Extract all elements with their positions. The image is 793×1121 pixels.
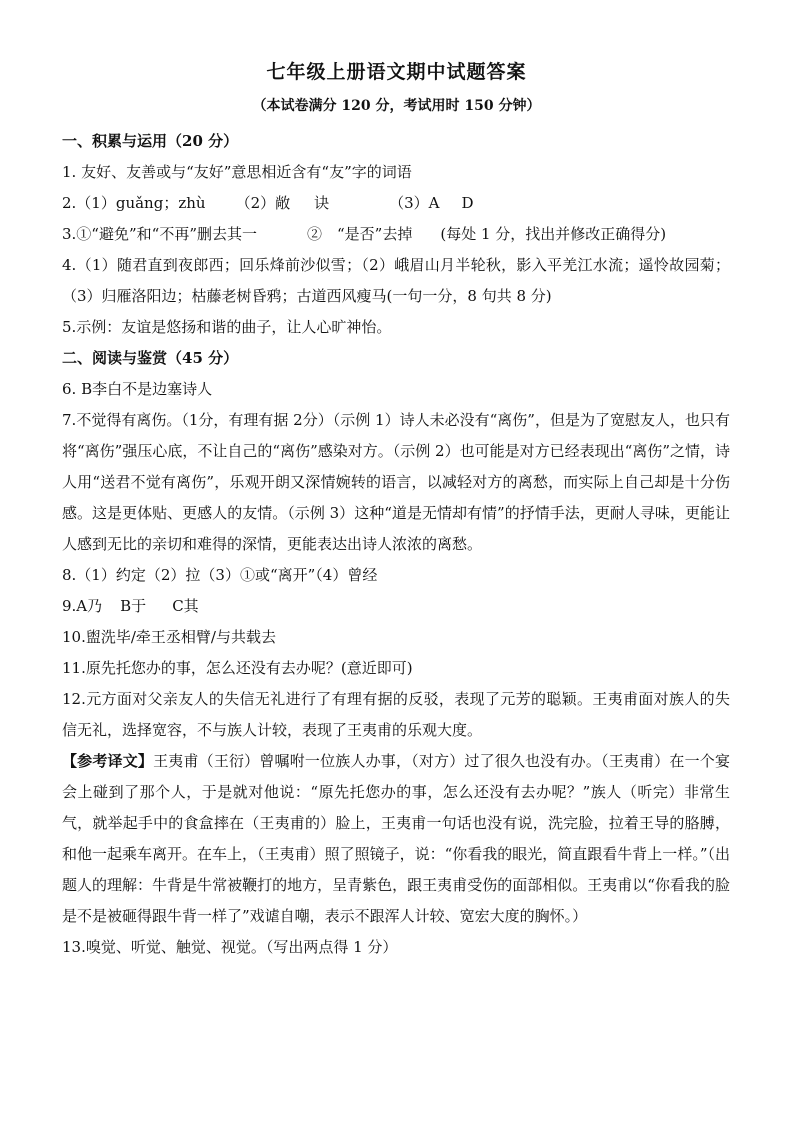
answer-q3-note: (每处 1 分，找出并修改正确得分) <box>440 225 667 243</box>
answer-q2-part4: （3）A <box>389 194 440 212</box>
answer-q3-part1: 3.①“避免”和“不再”删去其一 <box>62 225 257 243</box>
section-heading-accumulation: 一、积累与运用（20 分） <box>62 132 239 150</box>
answer-q13: 13.嗅觉、听觉、触觉、视觉。（写出两点得 1 分） <box>62 938 398 956</box>
answer-q3 <box>62 219 730 250</box>
document-subtitle: （本试卷满分 120 分，考试用时 150 分钟） <box>252 98 541 114</box>
answer-q4: 4.（1）随君直到夜郎西；回乐烽前沙似雪；（2）峨眉山月半轮秋，影入平羌江水流；遥怜故园菊；（3）归雁洛阳边；枯藤老树昏鸦；古道西风瘦马(一句一分，8 句共 8 分) <box>62 256 730 305</box>
answer-q9 <box>62 591 730 622</box>
answer-q9-b: B于 <box>120 597 147 615</box>
reference-translation-tag: 【参考译文】 <box>62 752 154 770</box>
answer-body <box>62 126 730 963</box>
answer-q2-part3: 诀 <box>314 194 330 212</box>
answer-q7: 7.不觉得有离伤。（1分，有理有据 2分）（示例 1）诗人未必没有“离伤”，但是为了宽慰友人，也只有将“离伤”强压心底，不让自己的“离伤”感染对方。（示例 2）也可能是对方已经表现出“离伤”之情，诗人用“送君不觉有离伤”，乐观开朗又深情婉转的语言，以减轻对方的离愁，而实际上自己却是十分伤感。这是更体贴、更感人的友情。（示例 3）这种“道是无情却有情”的抒情手法，更耐人寻味，更能让人感到无比的亲切和难得的深情，更能表达出诗人浓浓的离愁。 <box>62 411 730 553</box>
answer-q10: 10.盥洗毕/牵王丞相臂/与共载去 <box>62 628 276 646</box>
answer-q2-part1: 2.（1）guǎng；zhù <box>62 194 206 212</box>
answer-q9-a: 9.A乃 <box>62 597 103 615</box>
answer-q6: 6. B李白不是边塞诗人 <box>62 380 213 398</box>
answer-q2-part5: D <box>461 194 474 212</box>
answer-q3-part2: ② “是否”去掉 <box>307 225 413 243</box>
answer-q12: 12.元方面对父亲友人的失信无礼进行了有理有据的反驳，表现了元芳的聪颖。王夷甫面对族人的失信无礼，选择宽容，不与族人计较，表现了王夷甫的乐观大度。 <box>62 690 730 739</box>
reference-translation-text: 王夷甫（王衍）曾嘱咐一位族人办事，（对方）过了很久也没有办。（王夷甫）在一个宴会上碰到了那个人，于是就对他说：“原先托您办的事，怎么还没有去办呢？”族人（听完）非常生气，就举起手中的食盒摔在（王夷甫的）脸上，王夷甫一句话也没有说，洗完脸，拉着王导的胳膊，和他一起乘车离开。在车上，（王夷甫）照了照镜子，说：“你看我的眼光，简直跟看牛背上一样。”（出题人的理解：牛背是牛常被鞭打的地方，呈青紫色，跟王夷甫受伤的面部相似。王夷甫以“你看我的脸是不是被砸得跟牛背一样了”戏谑自嘲，表示不跟浑人计较、宽宏大度的胸怀。） <box>62 752 730 925</box>
answer-q9-c: C其 <box>172 597 199 615</box>
answer-q5: 5.示例：友谊是悠扬和谐的曲子，让人心旷神怡。 <box>62 318 392 336</box>
answer-q11: 11.原先托您办的事，怎么还没有去办呢？(意近即可) <box>62 659 413 677</box>
answer-q2-part2: （2）敞 <box>235 194 291 212</box>
reference-translation <box>62 746 730 932</box>
answer-q8: 8.（1）约定（2）拉（3）①或“离开”（4）曾经 <box>62 566 378 584</box>
answer-q1: 1. 友好、友善或与“友好”意思相近含有“友”字的词语 <box>62 163 412 181</box>
section-heading-reading: 二、阅读与鉴赏（45 分） <box>62 349 239 367</box>
answer-q2 <box>62 188 730 219</box>
document-title: 七年级上册语文期中试题答案 <box>266 61 527 83</box>
